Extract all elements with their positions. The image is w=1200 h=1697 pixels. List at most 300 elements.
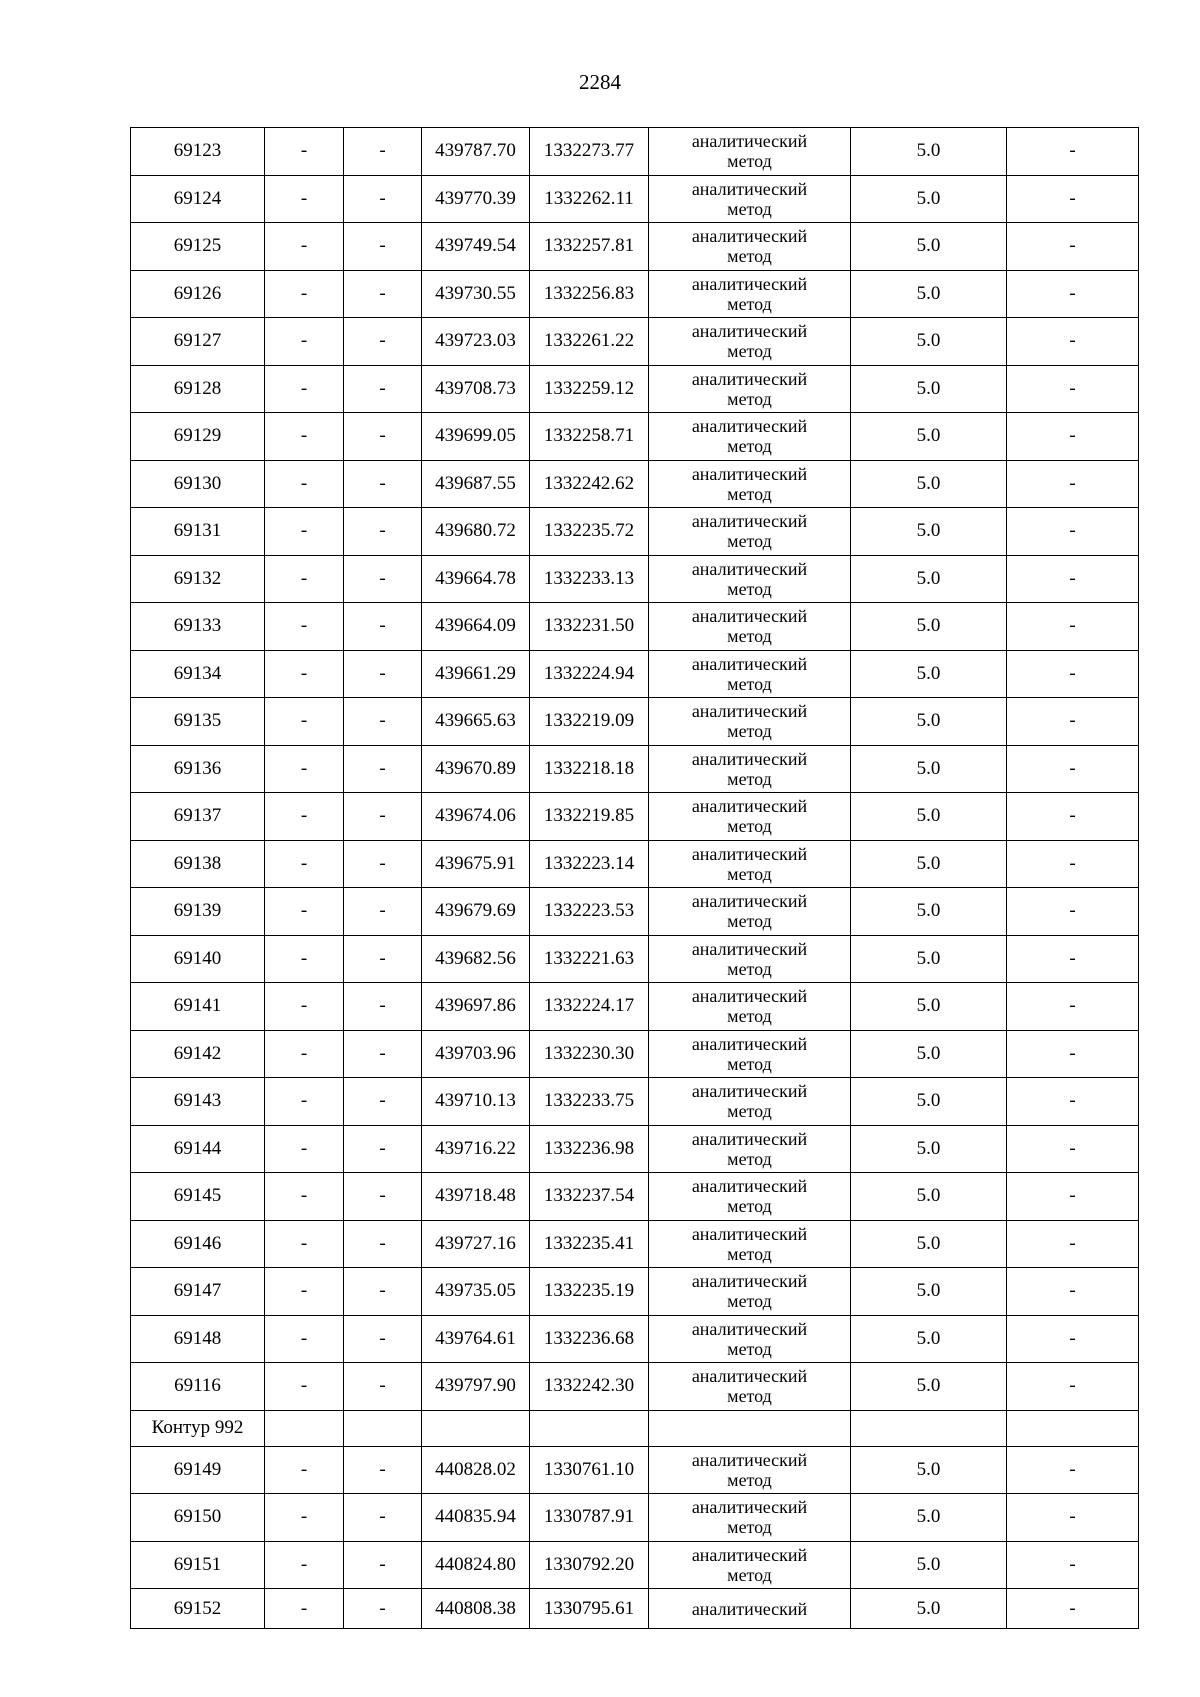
y-coordinate-cell: 1332256.83 [530, 270, 649, 318]
empty-cell-3: - [344, 650, 422, 698]
y-coordinate-cell: 1332235.72 [530, 508, 649, 556]
y-coordinate-cell: 1332233.13 [530, 555, 649, 603]
empty-cell-2: - [265, 888, 344, 936]
method-line-1: аналитический [691, 1318, 808, 1339]
method-line-2: метод [727, 293, 772, 314]
method-cell [649, 1173, 851, 1221]
accuracy-cell: 5.0 [851, 1589, 1007, 1629]
x-coordinate-cell: 439697.86 [422, 983, 530, 1031]
y-coordinate-cell: 1332242.62 [530, 460, 649, 508]
accuracy-cell: 5.0 [851, 1541, 1007, 1589]
point-id-cell: 69116 [131, 1363, 265, 1411]
empty-cell-3: - [344, 555, 422, 603]
table-row [131, 1078, 1139, 1126]
method-line-2: метод [727, 388, 772, 409]
method-cell [649, 793, 851, 841]
method-cell [649, 603, 851, 651]
x-coordinate-cell: 439703.96 [422, 1030, 530, 1078]
empty-cell-8: - [1007, 1315, 1139, 1363]
empty-cell-8: - [1007, 698, 1139, 746]
method-line-1: аналитический [691, 416, 808, 437]
y-coordinate-cell: 1332258.71 [530, 413, 649, 461]
point-id-cell: 69132 [131, 555, 265, 603]
empty-cell-2: - [265, 840, 344, 888]
empty-cell-8: - [1007, 508, 1139, 556]
accuracy-cell: 5.0 [851, 698, 1007, 746]
accuracy-cell: 5.0 [851, 270, 1007, 318]
empty-cell-8: - [1007, 175, 1139, 223]
table-row [131, 1220, 1139, 1268]
table-row [131, 1173, 1139, 1221]
empty-cell-8: - [1007, 650, 1139, 698]
empty-cell-3: - [344, 745, 422, 793]
x-coordinate-cell: 439699.05 [422, 413, 530, 461]
y-coordinate-cell: 1332262.11 [530, 175, 649, 223]
point-id-cell: 69147 [131, 1268, 265, 1316]
empty-cell-3: - [344, 1315, 422, 1363]
accuracy-cell: 5.0 [851, 1220, 1007, 1268]
empty-cell-8: - [1007, 460, 1139, 508]
empty-cell-8: - [1007, 1030, 1139, 1078]
x-coordinate-cell: 439664.78 [422, 555, 530, 603]
point-id-cell: 69135 [131, 698, 265, 746]
method-line-2: метод [727, 768, 772, 789]
table-body [131, 128, 1139, 1629]
empty-cell-3: - [344, 1541, 422, 1589]
point-id-cell: 69142 [131, 1030, 265, 1078]
empty-cell-3: - [344, 793, 422, 841]
y-coordinate-cell: 1332223.53 [530, 888, 649, 936]
method-line-1: аналитический [691, 1033, 808, 1054]
method-line-1: аналитический [691, 1449, 808, 1470]
table-row [131, 698, 1139, 746]
y-coordinate-cell: 1332257.81 [530, 223, 649, 271]
y-coordinate-cell: 1330787.91 [530, 1494, 649, 1542]
point-id-cell: 69143 [131, 1078, 265, 1126]
table-row [131, 1030, 1139, 1078]
method-line-2: метод [727, 1564, 772, 1585]
table-row [131, 460, 1139, 508]
accuracy-cell: 5.0 [851, 983, 1007, 1031]
table-row [131, 1589, 1139, 1629]
empty-cell-2: - [265, 555, 344, 603]
empty-cell-3: - [344, 270, 422, 318]
table-row [131, 223, 1139, 271]
method-cell [649, 650, 851, 698]
y-coordinate-cell: 1330795.61 [530, 1589, 649, 1629]
point-id-cell: 69130 [131, 460, 265, 508]
point-id-cell: 69124 [131, 175, 265, 223]
method-cell [649, 555, 851, 603]
table-row [131, 1494, 1139, 1542]
method-line-1: аналитический [691, 1598, 808, 1619]
point-id-cell: 69123 [131, 128, 265, 176]
empty-cell-3: - [344, 840, 422, 888]
point-id-cell: 69145 [131, 1173, 265, 1221]
x-coordinate-cell: 439708.73 [422, 365, 530, 413]
method-line-1: аналитический [691, 1366, 808, 1387]
method-line-1: аналитический [691, 321, 808, 342]
y-coordinate-cell: 1332219.85 [530, 793, 649, 841]
empty-cell-3: - [344, 935, 422, 983]
empty-cell-3: - [344, 1446, 422, 1494]
table-row [131, 270, 1139, 318]
y-coordinate-cell: 1332231.50 [530, 603, 649, 651]
method-cell [649, 270, 851, 318]
method-line-2: метод [727, 1469, 772, 1490]
point-id-cell: 69149 [131, 1446, 265, 1494]
empty-cell-2: - [265, 128, 344, 176]
method-line-2: метод [727, 1148, 772, 1169]
method-line-1: аналитический [691, 1223, 808, 1244]
method-cell [649, 698, 851, 746]
y-coordinate-cell: 1332259.12 [530, 365, 649, 413]
table-row [131, 793, 1139, 841]
method-line-2: метод [727, 1196, 772, 1217]
empty-cell-3: - [344, 1589, 422, 1629]
y-coordinate-cell: 1330792.20 [530, 1541, 649, 1589]
x-coordinate-cell: 439764.61 [422, 1315, 530, 1363]
section-empty-cell [265, 1410, 344, 1446]
empty-cell-8: - [1007, 1589, 1139, 1629]
empty-cell-2: - [265, 223, 344, 271]
accuracy-cell: 5.0 [851, 935, 1007, 983]
method-line-1: аналитический [691, 1497, 808, 1518]
empty-cell-3: - [344, 223, 422, 271]
method-line-1: аналитический [691, 558, 808, 579]
empty-cell-3: - [344, 1078, 422, 1126]
table-row [131, 603, 1139, 651]
empty-cell-2: - [265, 1541, 344, 1589]
accuracy-cell: 5.0 [851, 888, 1007, 936]
x-coordinate-cell: 439770.39 [422, 175, 530, 223]
empty-cell-3: - [344, 698, 422, 746]
empty-cell-3: - [344, 318, 422, 366]
table-row [131, 128, 1139, 176]
method-cell [649, 1541, 851, 1589]
empty-cell-2: - [265, 175, 344, 223]
x-coordinate-cell: 439730.55 [422, 270, 530, 318]
method-line-2: метод [727, 816, 772, 837]
empty-cell-8: - [1007, 1446, 1139, 1494]
empty-cell-2: - [265, 603, 344, 651]
section-empty-cell [422, 1410, 530, 1446]
empty-cell-8: - [1007, 603, 1139, 651]
empty-cell-8: - [1007, 1078, 1139, 1126]
method-cell [649, 318, 851, 366]
method-line-1: аналитический [691, 1128, 808, 1149]
method-cell [649, 128, 851, 176]
y-coordinate-cell: 1332237.54 [530, 1173, 649, 1221]
empty-cell-2: - [265, 318, 344, 366]
method-line-2: метод [727, 578, 772, 599]
point-id-cell: 69125 [131, 223, 265, 271]
empty-cell-3: - [344, 413, 422, 461]
empty-cell-2: - [265, 1363, 344, 1411]
method-line-1: аналитический [691, 986, 808, 1007]
empty-cell-2: - [265, 460, 344, 508]
method-line-1: аналитический [691, 1176, 808, 1197]
method-line-1: аналитический [691, 1544, 808, 1565]
y-coordinate-cell: 1332223.14 [530, 840, 649, 888]
x-coordinate-cell: 439687.55 [422, 460, 530, 508]
method-line-1: аналитический [691, 131, 808, 152]
method-line-2: метод [727, 673, 772, 694]
empty-cell-3: - [344, 1363, 422, 1411]
point-id-cell: 69137 [131, 793, 265, 841]
point-id-cell: 69127 [131, 318, 265, 366]
method-line-2: метод [727, 341, 772, 362]
method-line-2: метод [727, 436, 772, 457]
method-line-1: аналитический [691, 178, 808, 199]
empty-cell-3: - [344, 1268, 422, 1316]
method-line-1: аналитический [691, 368, 808, 389]
x-coordinate-cell: 439680.72 [422, 508, 530, 556]
x-coordinate-cell: 439710.13 [422, 1078, 530, 1126]
table-row [131, 1125, 1139, 1173]
method-line-2: метод [727, 1386, 772, 1407]
accuracy-cell: 5.0 [851, 555, 1007, 603]
table-row [131, 1446, 1139, 1494]
x-coordinate-cell: 439675.91 [422, 840, 530, 888]
empty-cell-8: - [1007, 983, 1139, 1031]
method-line-2: метод [727, 1338, 772, 1359]
section-empty-cell [344, 1410, 422, 1446]
table-row [131, 983, 1139, 1031]
page-number: 2284 [579, 70, 621, 94]
method-line-1: аналитический [691, 701, 808, 722]
x-coordinate-cell: 440835.94 [422, 1494, 530, 1542]
method-line-1: аналитический [691, 226, 808, 247]
empty-cell-8: - [1007, 840, 1139, 888]
accuracy-cell: 5.0 [851, 603, 1007, 651]
empty-cell-8: - [1007, 1173, 1139, 1221]
empty-cell-2: - [265, 1315, 344, 1363]
empty-cell-2: - [265, 1173, 344, 1221]
table-row [131, 1363, 1139, 1411]
point-id-cell: 69129 [131, 413, 265, 461]
method-line-1: аналитический [691, 273, 808, 294]
method-cell [649, 1446, 851, 1494]
method-cell [649, 508, 851, 556]
accuracy-cell: 5.0 [851, 840, 1007, 888]
empty-cell-2: - [265, 1446, 344, 1494]
empty-cell-2: - [265, 1589, 344, 1629]
point-id-cell: 69146 [131, 1220, 265, 1268]
empty-cell-3: - [344, 603, 422, 651]
table-row [131, 413, 1139, 461]
section-row [131, 1410, 1139, 1446]
empty-cell-8: - [1007, 1220, 1139, 1268]
method-line-2: метод [727, 863, 772, 884]
empty-cell-3: - [344, 983, 422, 1031]
x-coordinate-cell: 439723.03 [422, 318, 530, 366]
point-id-cell: 69126 [131, 270, 265, 318]
table-row [131, 508, 1139, 556]
method-line-2: метод [727, 721, 772, 742]
empty-cell-8: - [1007, 128, 1139, 176]
y-coordinate-cell: 1332261.22 [530, 318, 649, 366]
accuracy-cell: 5.0 [851, 508, 1007, 556]
x-coordinate-cell: 439735.05 [422, 1268, 530, 1316]
point-id-cell: 69131 [131, 508, 265, 556]
table-row [131, 1541, 1139, 1589]
method-line-1: аналитический [691, 511, 808, 532]
y-coordinate-cell: 1330761.10 [530, 1446, 649, 1494]
x-coordinate-cell: 439674.06 [422, 793, 530, 841]
empty-cell-8: - [1007, 793, 1139, 841]
method-line-2: метод [727, 911, 772, 932]
method-line-2: метод [727, 483, 772, 504]
method-line-1: аналитический [691, 606, 808, 627]
point-id-cell: 69134 [131, 650, 265, 698]
table-row [131, 935, 1139, 983]
empty-cell-2: - [265, 983, 344, 1031]
y-coordinate-cell: 1332236.68 [530, 1315, 649, 1363]
point-id-cell: 69140 [131, 935, 265, 983]
method-cell [649, 1268, 851, 1316]
x-coordinate-cell: 439787.70 [422, 128, 530, 176]
y-coordinate-cell: 1332273.77 [530, 128, 649, 176]
method-cell [649, 1315, 851, 1363]
accuracy-cell: 5.0 [851, 413, 1007, 461]
y-coordinate-cell: 1332236.98 [530, 1125, 649, 1173]
empty-cell-3: - [344, 365, 422, 413]
empty-cell-2: - [265, 1268, 344, 1316]
point-id-cell: 69150 [131, 1494, 265, 1542]
method-line-1: аналитический [691, 748, 808, 769]
point-id-cell: 69141 [131, 983, 265, 1031]
empty-cell-8: - [1007, 1494, 1139, 1542]
y-coordinate-cell: 1332221.63 [530, 935, 649, 983]
method-line-2: метод [727, 531, 772, 552]
section-empty-cell [649, 1410, 851, 1446]
method-line-2: метод [727, 1006, 772, 1027]
section-empty-cell [530, 1410, 649, 1446]
empty-cell-8: - [1007, 1125, 1139, 1173]
accuracy-cell: 5.0 [851, 793, 1007, 841]
method-line-1: аналитический [691, 891, 808, 912]
empty-cell-2: - [265, 793, 344, 841]
table-row [131, 888, 1139, 936]
empty-cell-8: - [1007, 555, 1139, 603]
accuracy-cell: 5.0 [851, 1268, 1007, 1316]
empty-cell-8: - [1007, 270, 1139, 318]
method-line-1: аналитический [691, 938, 808, 959]
method-cell [649, 223, 851, 271]
section-empty-cell [1007, 1410, 1139, 1446]
empty-cell-3: - [344, 128, 422, 176]
empty-cell-3: - [344, 1030, 422, 1078]
point-id-cell: 69144 [131, 1125, 265, 1173]
x-coordinate-cell: 439664.09 [422, 603, 530, 651]
empty-cell-2: - [265, 1220, 344, 1268]
table-row [131, 175, 1139, 223]
method-cell [649, 1494, 851, 1542]
method-line-1: аналитический [691, 1081, 808, 1102]
empty-cell-3: - [344, 888, 422, 936]
y-coordinate-cell: 1332230.30 [530, 1030, 649, 1078]
method-line-2: метод [727, 1243, 772, 1264]
method-line-2: метод [727, 198, 772, 219]
method-line-2: метод [727, 1517, 772, 1538]
point-id-cell: 69138 [131, 840, 265, 888]
accuracy-cell: 5.0 [851, 650, 1007, 698]
section-label-cell: Контур 992 [131, 1410, 265, 1446]
empty-cell-2: - [265, 1030, 344, 1078]
method-cell [649, 1220, 851, 1268]
method-line-2: метод [727, 1053, 772, 1074]
empty-cell-2: - [265, 270, 344, 318]
section-empty-cell [851, 1410, 1007, 1446]
empty-cell-3: - [344, 1494, 422, 1542]
empty-cell-2: - [265, 698, 344, 746]
method-cell [649, 175, 851, 223]
x-coordinate-cell: 439727.16 [422, 1220, 530, 1268]
x-coordinate-cell: 439661.29 [422, 650, 530, 698]
method-line-2: метод [727, 151, 772, 172]
x-coordinate-cell: 439670.89 [422, 745, 530, 793]
y-coordinate-cell: 1332218.18 [530, 745, 649, 793]
y-coordinate-cell: 1332235.41 [530, 1220, 649, 1268]
accuracy-cell: 5.0 [851, 128, 1007, 176]
method-line-1: аналитический [691, 653, 808, 674]
method-cell [649, 888, 851, 936]
point-id-cell: 69151 [131, 1541, 265, 1589]
empty-cell-8: - [1007, 1268, 1139, 1316]
accuracy-cell: 5.0 [851, 175, 1007, 223]
accuracy-cell: 5.0 [851, 318, 1007, 366]
accuracy-cell: 5.0 [851, 1446, 1007, 1494]
method-line-1: аналитический [691, 463, 808, 484]
empty-cell-2: - [265, 1494, 344, 1542]
x-coordinate-cell: 440808.38 [422, 1589, 530, 1629]
method-cell [649, 1030, 851, 1078]
accuracy-cell: 5.0 [851, 1494, 1007, 1542]
method-line-2: метод [727, 626, 772, 647]
point-id-cell: 69128 [131, 365, 265, 413]
empty-cell-3: - [344, 1220, 422, 1268]
y-coordinate-cell: 1332219.09 [530, 698, 649, 746]
table-row [131, 1315, 1139, 1363]
empty-cell-8: - [1007, 745, 1139, 793]
accuracy-cell: 5.0 [851, 1173, 1007, 1221]
empty-cell-2: - [265, 1125, 344, 1173]
coordinates-table [130, 127, 1139, 1629]
accuracy-cell: 5.0 [851, 365, 1007, 413]
empty-cell-8: - [1007, 223, 1139, 271]
empty-cell-2: - [265, 365, 344, 413]
method-cell [649, 413, 851, 461]
empty-cell-2: - [265, 413, 344, 461]
x-coordinate-cell: 439797.90 [422, 1363, 530, 1411]
y-coordinate-cell: 1332233.75 [530, 1078, 649, 1126]
method-cell [649, 935, 851, 983]
empty-cell-3: - [344, 508, 422, 556]
y-coordinate-cell: 1332224.94 [530, 650, 649, 698]
method-line-2: метод [727, 1101, 772, 1122]
empty-cell-8: - [1007, 1363, 1139, 1411]
empty-cell-8: - [1007, 365, 1139, 413]
empty-cell-8: - [1007, 413, 1139, 461]
empty-cell-8: - [1007, 935, 1139, 983]
y-coordinate-cell: 1332242.30 [530, 1363, 649, 1411]
x-coordinate-cell: 440828.02 [422, 1446, 530, 1494]
y-coordinate-cell: 1332224.17 [530, 983, 649, 1031]
accuracy-cell: 5.0 [851, 1315, 1007, 1363]
empty-cell-3: - [344, 460, 422, 508]
accuracy-cell: 5.0 [851, 1030, 1007, 1078]
